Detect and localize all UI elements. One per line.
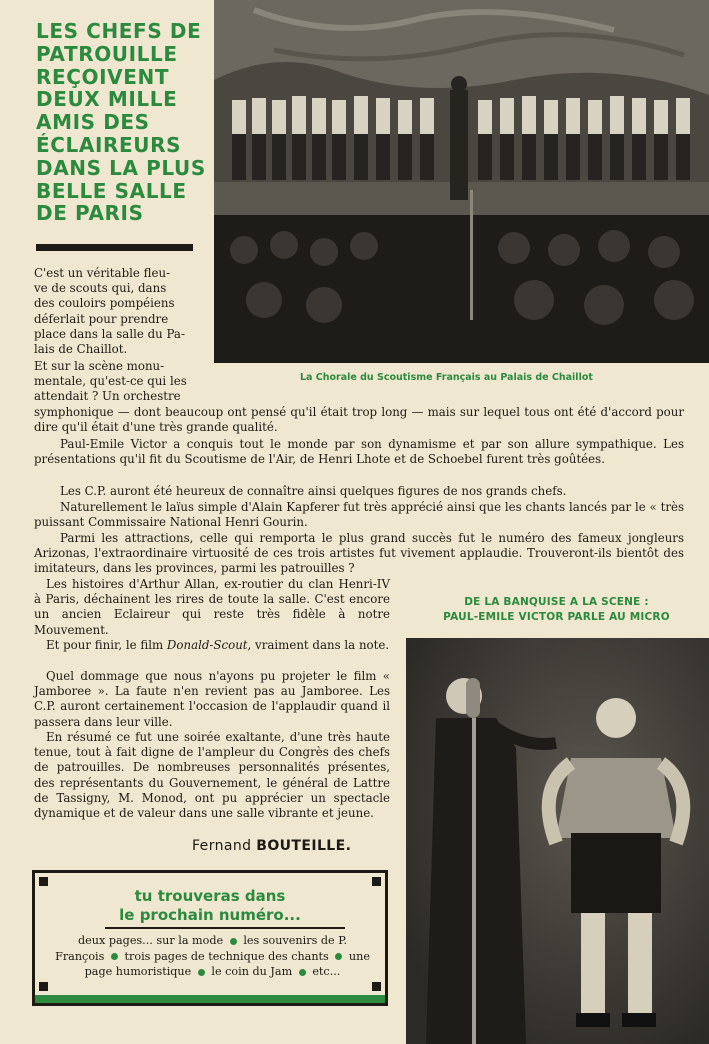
victor-photo-caption bbox=[404, 595, 709, 625]
caption-line: DE LA BANQUISE A LA SCENE : bbox=[464, 596, 649, 608]
content-item: une page humoristique bbox=[84, 949, 370, 978]
choir-photo bbox=[214, 0, 709, 363]
next-issue-rule bbox=[105, 927, 345, 929]
film-title: Donald-Scout bbox=[166, 638, 248, 652]
headline-line: LES CHEFS DE bbox=[36, 19, 202, 43]
corner-square-icon bbox=[39, 877, 48, 886]
corner-square-icon bbox=[372, 982, 381, 991]
text-line: lais de Chaillot. bbox=[34, 342, 128, 357]
text-line: des couloirs pompéiens bbox=[34, 296, 175, 311]
text-fragment: , vraiment dans la note. bbox=[247, 638, 390, 652]
article-paragraph: Les C.P. auront été heureux de connaître ainsi quelques figures de nos grands chefs. bbox=[60, 484, 567, 498]
article-paragraph: Les histoires d'Arthur Allan, ex-routier du clan Henri-IV à Paris, déchainent les rires de toute la salle. C'est encore un ancien Eclaireur qui reste très fidèle à notre Mouvement. bbox=[34, 577, 390, 637]
choir-photo-caption: La Chorale du Scoutisme Français au Palais de Chaillot bbox=[300, 372, 593, 383]
article-paragraph bbox=[34, 266, 200, 357]
next-issue-stripe bbox=[35, 995, 385, 1003]
author-last-name: BOUTEILLE. bbox=[256, 838, 352, 854]
text-line: attendait ? Un orchestre bbox=[34, 389, 181, 404]
bullet-dot-icon bbox=[198, 969, 205, 976]
content-item: deux pages... sur la mode bbox=[77, 934, 224, 947]
headline-line: DEUX MILLE bbox=[36, 87, 178, 112]
text-line: place dans la salle du Pa- bbox=[34, 326, 185, 341]
next-issue-box bbox=[32, 870, 388, 1006]
article-paragraph bbox=[34, 638, 390, 653]
headline-line: AMIS DES bbox=[36, 110, 150, 135]
corner-square-icon bbox=[39, 982, 48, 991]
headline-line: REÇOIVENT bbox=[36, 64, 170, 89]
bullet-dot-icon bbox=[111, 953, 118, 960]
headline-line: PATROUILLE bbox=[36, 41, 178, 66]
victor-photo bbox=[406, 638, 709, 1044]
headline bbox=[36, 19, 206, 226]
headline-line: ÉCLAIREURS bbox=[36, 132, 182, 157]
headline-line: DANS LA PLUS bbox=[36, 155, 206, 180]
text-line: mentale, qu'est-ce qui les bbox=[34, 374, 187, 389]
text-fragment: Et pour finir, le film bbox=[46, 638, 167, 652]
bullet-dot-icon bbox=[230, 938, 237, 945]
headline-line: DE PARIS bbox=[36, 201, 144, 226]
choir-photo-illustration bbox=[214, 0, 709, 363]
content-item: les souvenirs de P. François bbox=[55, 934, 348, 963]
text-line: C'est un véritable fleu- bbox=[34, 266, 171, 280]
text-line: ve de scouts qui, dans bbox=[34, 281, 167, 296]
heading-line: tu trouveras dans bbox=[134, 887, 286, 905]
author-signature bbox=[192, 838, 351, 854]
corner-square-icon bbox=[372, 877, 381, 886]
content-item: le coin du Jam bbox=[211, 965, 293, 978]
content-item: etc... bbox=[312, 965, 341, 978]
article-paragraph: Paul-Emile Victor a conquis tout le monde par son dynamisme et par son allure sympathique. Les présentations qu'il fit du Scoutisme de l'Air, de Henri Lhote et de Schoebel furent très goûtées. bbox=[34, 437, 684, 467]
article-paragraph: symphonique — dont beaucoup ont pensé qu'il était trop long — mais sur lequel tous ont été d'accord pour dire qu'il était d'une très grande qualité. bbox=[34, 405, 684, 435]
caption-line: PAUL-EMILE VICTOR PARLE AU MICRO bbox=[443, 611, 670, 623]
article-paragraph: Parmi les attractions, celle qui remporta le plus grand succès fut le numéro des fameux jongleurs Arizonas, l'extraordinaire virtuosité de ces trois artistes fut vivement applaudie. Trouveront-ils bientôt des imitateurs, dans les provinces, parmi les patrouilles ? bbox=[34, 531, 684, 576]
article-paragraph: Quel dommage que nous n'ayons pu projeter le film « Jamboree ». La faute n'en revient pas au Jamboree. Les C.P. auront certainement l'occasion de l'applaudir quand il passera dans leur ville. bbox=[34, 669, 390, 729]
article-paragraph bbox=[34, 359, 200, 405]
bullet-dot-icon bbox=[299, 969, 306, 976]
bullet-dot-icon bbox=[335, 953, 342, 960]
heading-line: le prochain numéro... bbox=[119, 906, 301, 924]
article-paragraph: Naturellement le laïus simple d'Alain Kapferer fut très apprécié ainsi que les chants lancés par le « très puissant Commissaire National Henri Gourin. bbox=[34, 500, 684, 530]
text-line: Et sur la scène monu- bbox=[34, 359, 165, 373]
headline-line: BELLE SALLE bbox=[36, 178, 187, 203]
author-first-name: Fernand bbox=[192, 838, 252, 854]
next-issue-contents bbox=[55, 933, 370, 980]
next-issue-heading bbox=[35, 887, 385, 925]
headline-rule bbox=[36, 244, 193, 251]
article-paragraph: En résumé ce fut une soirée exaltante, d'une très haute tenue, tout à fait digne de l'ampleur du Congrès des chefs de patrouilles. De nombreuses personnalités présentes, des représentants du Gouvernement, le général de Lattre de Tassigny, M. Monod, ont pu apprécier un spectacle dynamique et de valeur dans une salle vibrante et jeune. bbox=[34, 730, 390, 821]
victor-photo-illustration bbox=[406, 638, 709, 1044]
text-line: déferlait pour prendre bbox=[34, 311, 169, 326]
content-item: trois pages de technique des chants bbox=[124, 949, 329, 963]
